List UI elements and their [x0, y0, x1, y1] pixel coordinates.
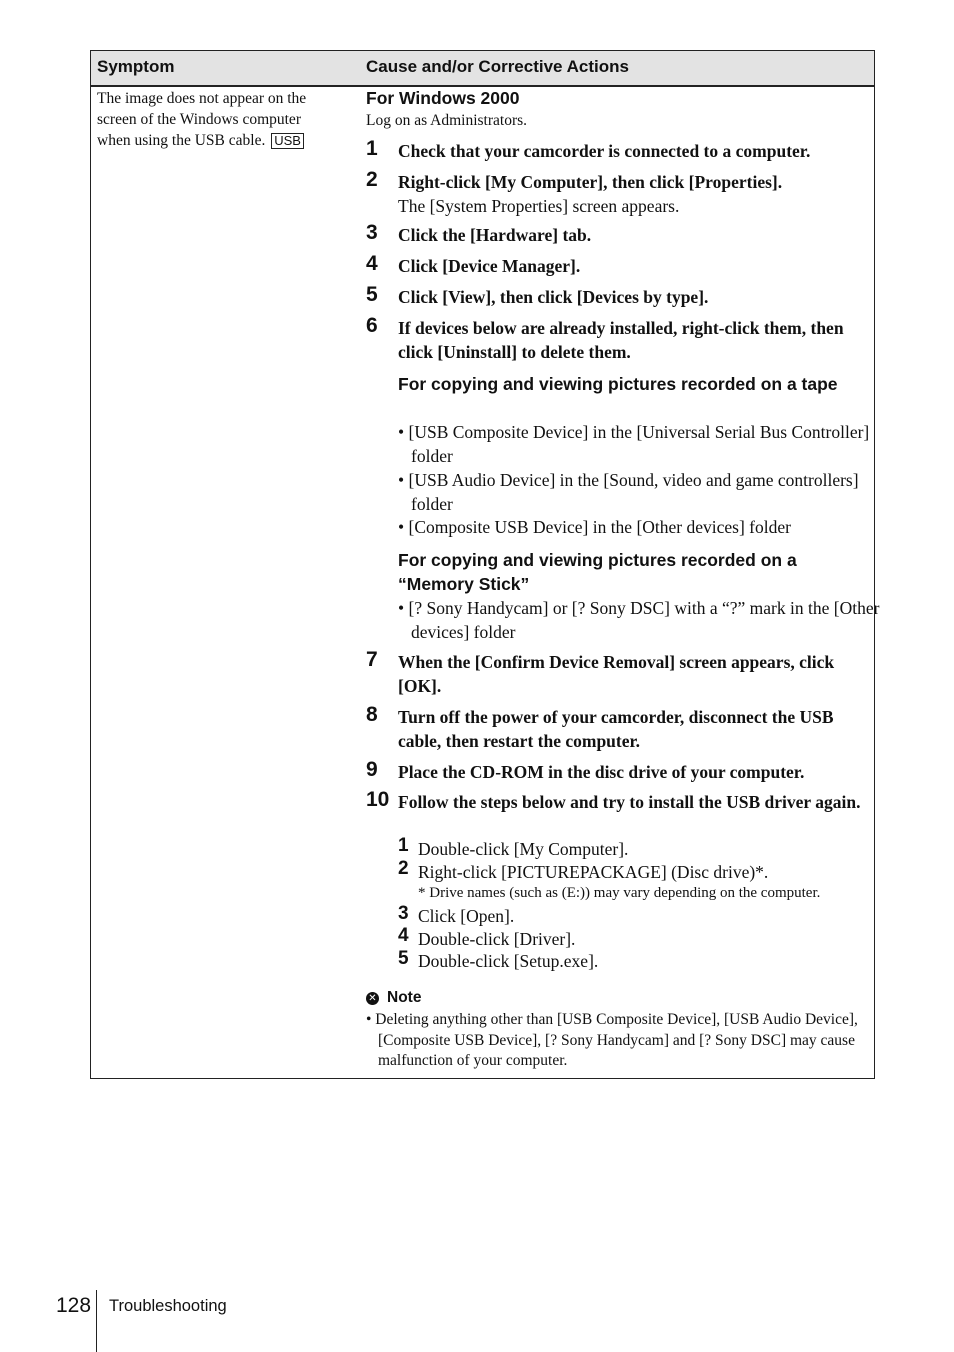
list-item: • [USB Audio Device] in the [Sound, video and game controllers] folder [398, 470, 859, 514]
step-result: The [System Properties] screen appears. [398, 196, 680, 216]
substep-text: Double-click [My Computer]. [418, 839, 629, 859]
step-text: Click the [Hardware] tab. [398, 225, 592, 245]
note-title: Note [387, 989, 422, 1006]
logon-text: Log on as Administrators. [366, 112, 528, 129]
step-text: Click [View], then click [Devices by type]. [398, 287, 709, 307]
step-text: If devices below are already installed, right-click them, then click [Uninstall] to delete them. [398, 318, 844, 362]
substep-text: Double-click [Setup.exe]. [418, 951, 599, 971]
step-number: 3 [366, 221, 378, 244]
footer-divider [96, 1290, 97, 1352]
step-text: Click [Device Manager]. [398, 256, 581, 276]
step-text: Turn off the power of your camcorder, disconnect the USB cable, then restart the computer. [398, 707, 834, 751]
step-text: Place the CD-ROM in the disc drive of your computer. [398, 762, 805, 782]
step-text: When the [Confirm Device Removal] screen appears, click [OK]. [398, 652, 835, 696]
step-number: 8 [366, 703, 378, 726]
substep-text: Double-click [Driver]. [418, 929, 576, 949]
note-body: • Deleting anything other than [USB Composite Device], [USB Audio Device], [Composite USB Device], [? Sony Handycam] and [? Sony DSC] may cause malfunction of your computer. [366, 1011, 858, 1069]
substep-number: 5 [398, 948, 409, 969]
usb-badge: USB [271, 133, 304, 149]
substep-number: 3 [398, 903, 409, 924]
note-heading [366, 989, 421, 1007]
step-number: 4 [366, 252, 378, 275]
step-number: 2 [366, 168, 378, 191]
substep-number: 1 [398, 835, 409, 856]
tape-heading: For copying and viewing pictures recorded on a tape [398, 374, 838, 394]
memory-stick-heading: For copying and viewing pictures recorded on a “Memory Stick” [398, 550, 797, 594]
no-entry-icon: ✕ [366, 992, 379, 1005]
step-text: Right-click [My Computer], then click [Properties]. [398, 172, 783, 192]
step-number: 5 [366, 283, 378, 306]
troubleshooting-table [90, 50, 880, 1079]
section-label: Troubleshooting [109, 1297, 227, 1315]
windows-heading: For Windows 2000 [366, 88, 520, 108]
symptom-text: The image does not appear on the screen of the Windows computer when using the USB cable. [97, 90, 307, 149]
list-item: • [USB Composite Device] in the [Universal Serial Bus Controller] folder [398, 422, 870, 466]
step-number: 1 [366, 137, 378, 160]
header-cause: Cause and/or Corrective Actions [366, 57, 629, 76]
step-number: 10 [366, 788, 390, 811]
step-number: 6 [366, 314, 378, 337]
list-item: • [Composite USB Device] in the [Other devices] folder [398, 517, 791, 537]
step-number: 9 [366, 758, 378, 781]
substep-number: 2 [398, 858, 409, 879]
drive-footnote: * Drive names (such as (E:)) may vary depending on the computer. [418, 885, 821, 901]
header-symptom: Symptom [97, 57, 175, 76]
table-header-row [91, 51, 874, 87]
substep-number: 4 [398, 925, 409, 946]
substep-text: Right-click [PICTUREPACKAGE] (Disc drive)*. [418, 862, 769, 882]
page-number: 128 [56, 1294, 92, 1317]
symptom-cell [97, 88, 337, 151]
step-text: Check that your camcorder is connected to a computer. [398, 141, 811, 161]
list-item: • [? Sony Handycam] or [? Sony DSC] with a “?” mark in the [Other devices] folder [398, 598, 880, 642]
substep-text: Click [Open]. [418, 906, 515, 926]
step-text: Follow the steps below and try to install the USB driver again. [398, 792, 861, 812]
step-number: 7 [366, 648, 378, 671]
